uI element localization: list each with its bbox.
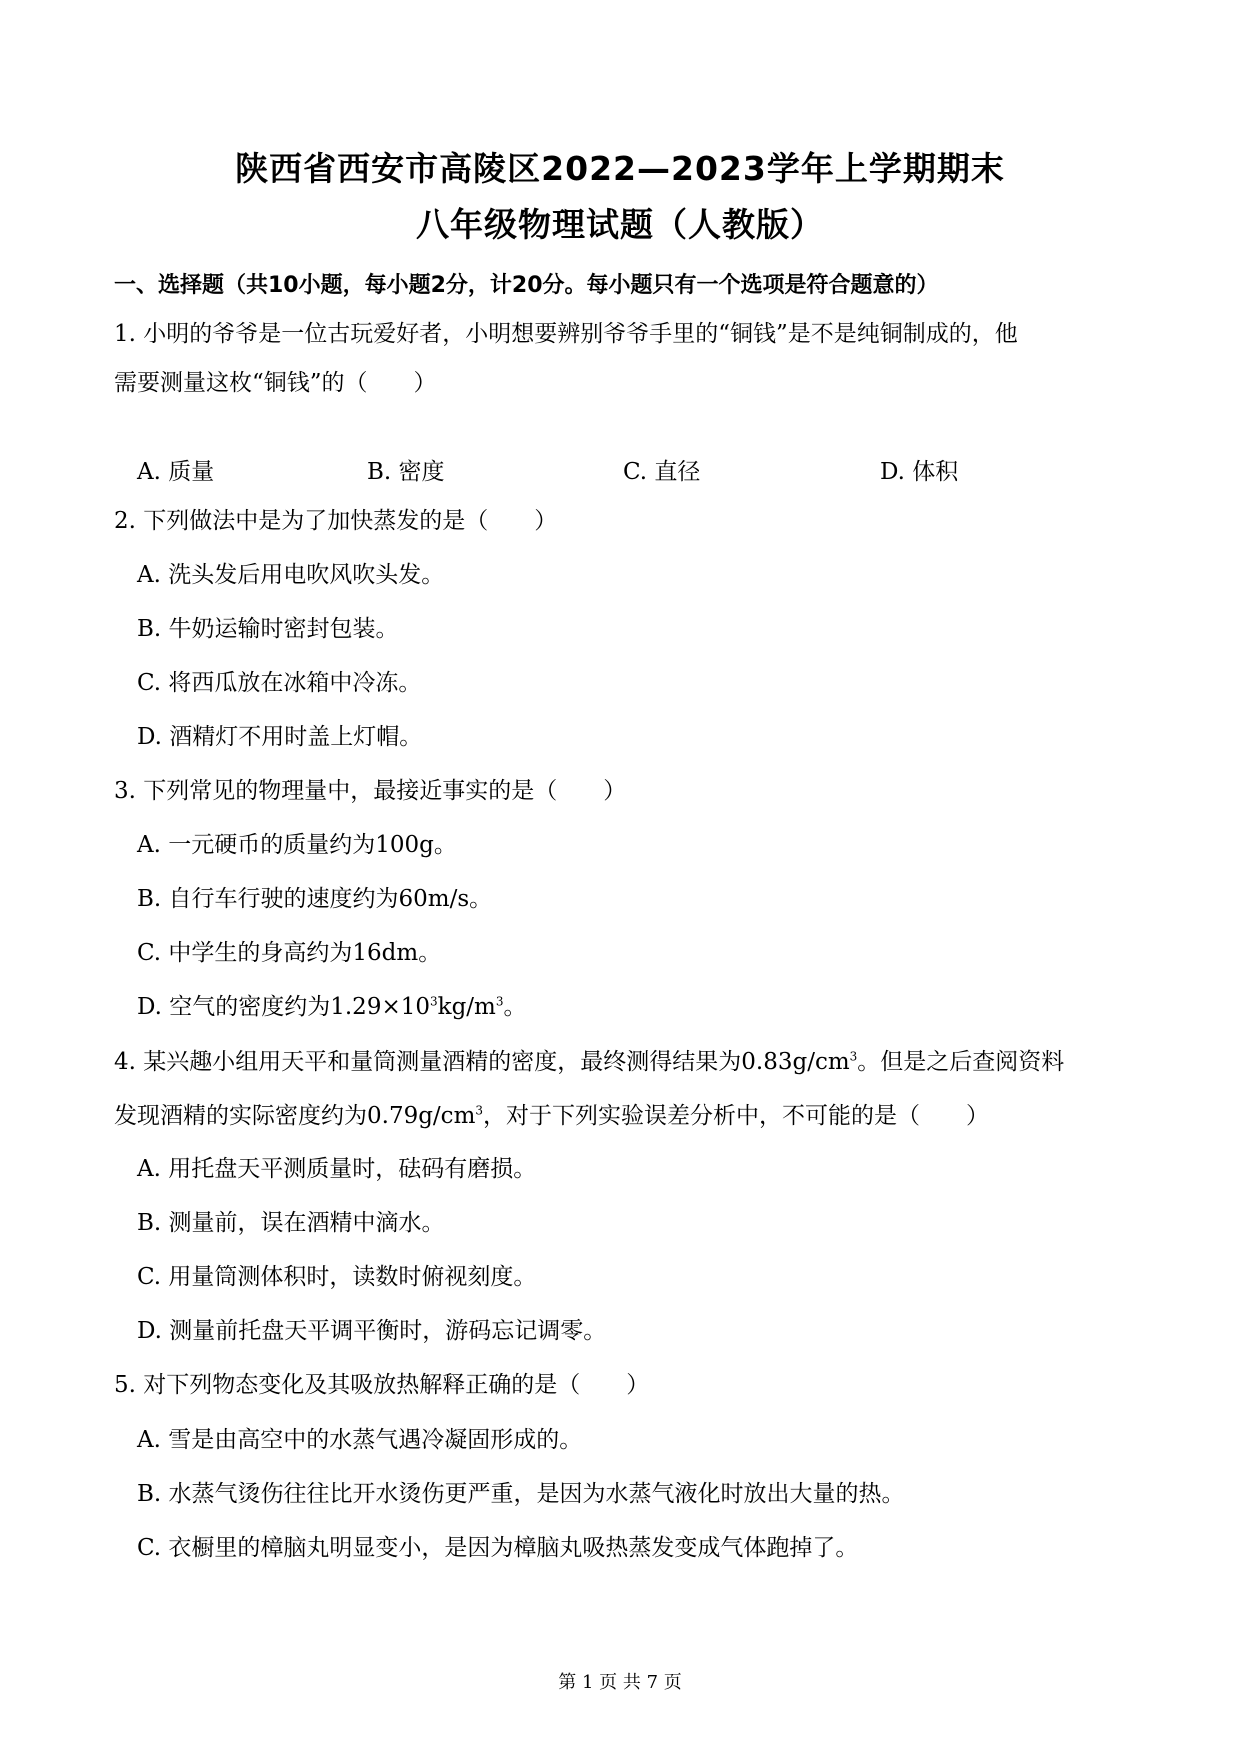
question-1-option-a: A. 质量 <box>137 459 215 485</box>
question-4-option-b: B. 测量前，误在酒精中滴水。 <box>137 1210 445 1236</box>
exam-title-line2: 八年级物理试题（人教版） <box>416 205 824 244</box>
question-3-option-c: C. 中学生的身高约为16dm。 <box>137 940 442 966</box>
question-4-option-c: C. 用量筒测体积时，读数时俯视刻度。 <box>137 1264 537 1290</box>
exponent: 3 <box>430 994 438 1009</box>
question-5-option-c: C. 衣橱里的樟脑丸明显变小，是因为樟脑丸吸热蒸发变成气体跑掉了。 <box>137 1535 859 1561</box>
question-3-option-d-text: D. 空气的密度约为1.29×10 <box>137 994 430 1020</box>
question-1-option-d: D. 体积 <box>880 459 959 485</box>
section-heading-multiple-choice: 一、选择题（共10小题，每小题2分，计20分。每小题只有一个选项是符合题意的） <box>114 273 939 298</box>
question-4-text-cont <box>114 1097 989 1130</box>
question-4-text-part: 4. 某兴趣小组用天平和量筒测量酒精的密度，最终测得结果为0.83g/cm <box>114 1049 850 1075</box>
question-2-option-d: D. 酒精灯不用时盖上灯帽。 <box>137 724 423 750</box>
question-3-option-d <box>137 988 527 1021</box>
question-4-text-part: 。但是之后查阅资料 <box>857 1049 1065 1075</box>
question-2-option-c: C. 将西瓜放在冰箱中冷冻。 <box>137 670 422 696</box>
question-5-option-a: A. 雪是由高空中的水蒸气遇冷凝固形成的。 <box>137 1427 583 1453</box>
question-2-option-a: A. 洗头发后用电吹风吹头发。 <box>137 562 445 588</box>
question-4-option-a: A. 用托盘天平测质量时，砝码有磨损。 <box>137 1156 537 1182</box>
question-2-option-b: B. 牛奶运输时密封包装。 <box>137 616 399 642</box>
question-1-option-b: B. 密度 <box>367 459 445 485</box>
question-1-text-cont: 需要测量这枚“铜钱”的（ ） <box>114 370 437 396</box>
exponent: 3 <box>849 1049 858 1064</box>
punctuation: 。 <box>503 994 527 1020</box>
page-number: 第 1 页 共 7 页 <box>558 1672 682 1693</box>
question-1-text: 1. 小明的爷爷是一位古玩爱好者，小明想要辨别爷爷手里的“铜钱”是不是纯铜制成的，他 <box>114 321 1018 347</box>
question-4-option-d: D. 测量前托盘天平调平衡时，游码忘记调零。 <box>137 1318 607 1344</box>
exam-title-line1: 陕西省西安市高陵区2022—2023学年上学期期末 <box>235 149 1005 188</box>
question-3-text: 3. 下列常见的物理量中，最接近事实的是（ ） <box>114 778 627 804</box>
question-3-option-a: A. 一元硬币的质量约为100g。 <box>137 832 457 858</box>
question-4-text-part: 发现酒精的实际密度约为0.79g/cm <box>114 1103 476 1129</box>
question-2-text: 2. 下列做法中是为了加快蒸发的是（ ） <box>114 508 558 534</box>
question-4-text <box>114 1043 1064 1076</box>
question-5-text: 5. 对下列物态变化及其吸放热解释正确的是（ ） <box>114 1372 650 1398</box>
unit: kg/m <box>437 994 496 1020</box>
question-5-option-b: B. 水蒸气烫伤往往比开水烫伤更严重，是因为水蒸气液化时放出大量的热。 <box>137 1481 905 1507</box>
question-1-option-c: C. 直径 <box>623 459 701 485</box>
exponent: 3 <box>495 994 504 1009</box>
exponent: 3 <box>475 1103 484 1118</box>
question-4-text-part: ，对于下列实验误差分析中，不可能的是（ ） <box>483 1103 990 1129</box>
question-3-option-b: B. 自行车行驶的速度约为60m/s。 <box>137 886 493 912</box>
